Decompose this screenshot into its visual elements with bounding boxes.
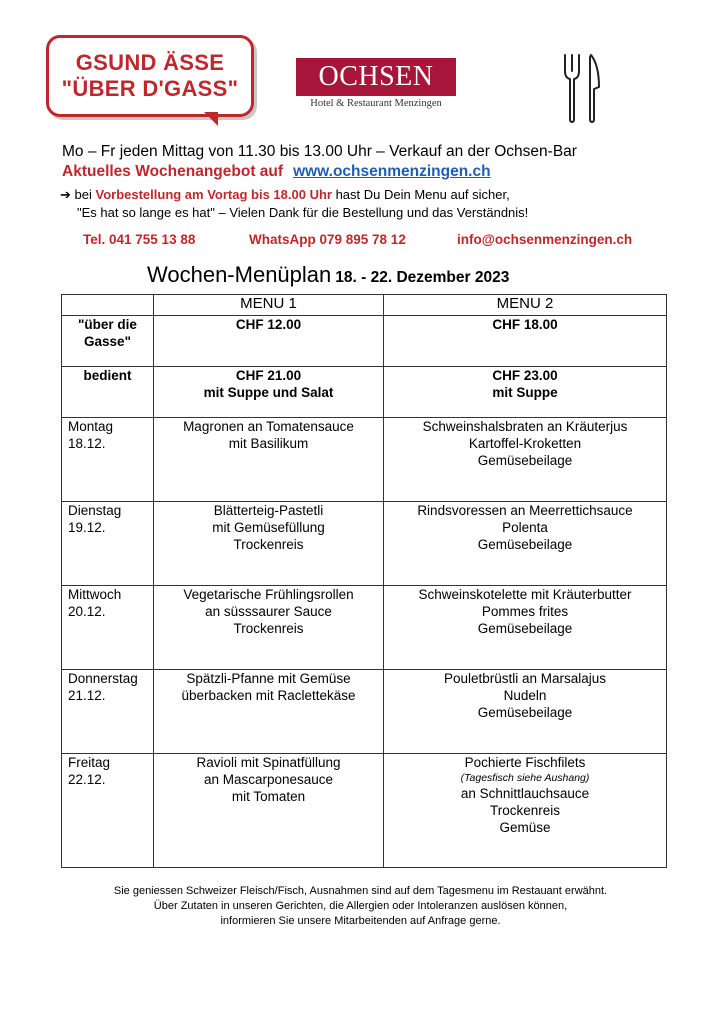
day-label	[62, 586, 154, 670]
price-detail: mit Suppe und Salat	[203, 385, 334, 400]
badge-line-2: "ÜBER D'GASS"	[61, 76, 239, 101]
dish-line: Rindsvoressen an Meerrettichsauce	[417, 503, 633, 518]
title-dates: 18. - 22. Dezember 2023	[335, 269, 510, 286]
day-row-freitag	[62, 754, 667, 868]
weekly-offer-text: Aktuelles Wochenangebot auf	[62, 163, 284, 180]
dish-line: Pommes frites	[481, 604, 569, 619]
fork-knife-icon	[561, 53, 603, 123]
header-empty-cell	[62, 295, 154, 316]
phone-number: Tel. 041 755 13 88	[83, 232, 196, 247]
dish-line: Vegetarische Frühlingsrollen	[183, 587, 354, 602]
website-link[interactable]: www.ochsenmenzingen.ch	[293, 163, 491, 180]
price-label-line: "über die	[78, 317, 137, 332]
menu-1-dish	[154, 670, 384, 754]
day-label	[62, 670, 154, 754]
dish-line: Gemüsebeilage	[477, 705, 573, 720]
footer-line: Über Zutaten in unseren Gerichten, die Allergien oder Intoleranzen auslösen können,	[153, 900, 568, 912]
dish-line: Trockenreis	[489, 803, 561, 818]
page-title	[147, 262, 509, 288]
dish-line: überbacken mit Raclettekäse	[181, 688, 356, 703]
dish-line: an Mascarponesauce	[203, 772, 334, 787]
price-menu-2	[384, 367, 667, 418]
menu-1-dish	[154, 586, 384, 670]
dish-line: mit Basilikum	[228, 436, 309, 451]
dish-line: Spätzli-Pfanne mit Gemüse	[186, 671, 351, 686]
price-row-served	[62, 367, 667, 418]
gsund-aesse-badge	[46, 35, 254, 117]
menu-1-dish	[154, 418, 384, 502]
badge-line-1: GSUND ÄSSE	[75, 50, 225, 75]
dish-line: Pouletbrüstli an Marsalajus	[443, 671, 607, 686]
dish-line: Trockenreis	[233, 537, 304, 552]
day-name: Mittwoch	[68, 587, 122, 602]
price-menu-1: CHF 12.00	[154, 316, 384, 367]
day-row-montag	[62, 418, 667, 502]
dish-line: Polenta	[502, 520, 548, 535]
title-main: Wochen-Menüplan	[147, 262, 332, 287]
dish-line: Nudeln	[503, 688, 547, 703]
dish-line: Ravioli mit Spinatfüllung	[196, 755, 341, 770]
dish-line: Gemüse	[499, 820, 551, 835]
menu-2-dish	[384, 502, 667, 586]
menu-1-dish	[154, 754, 384, 868]
ochsen-logo-subtitle: Hotel & Restaurant Menzingen	[310, 98, 442, 109]
footer-line: informieren Sie unsere Mitarbeitenden auf Anfrage gerne.	[220, 915, 501, 927]
day-date: 20.12.	[68, 604, 106, 619]
whatsapp-number: WhatsApp 079 895 78 12	[249, 232, 406, 247]
dish-line: Schweinshalsbraten an Kräuterjus	[422, 419, 628, 434]
menu-1-dish	[154, 502, 384, 586]
dish-line: Schweinskotelette mit Kräuterbutter	[418, 587, 632, 602]
day-name: Dienstag	[68, 503, 122, 518]
footer-note	[0, 884, 721, 929]
dish-line: Gemüsebeilage	[477, 621, 573, 636]
preorder-post: hast Du Dein Menu auf sicher,	[331, 187, 510, 202]
dish-note: (Tagesfisch siehe Aushang)	[460, 772, 590, 784]
menu-table	[61, 294, 667, 868]
ochsen-logo: OCHSEN	[296, 58, 456, 96]
day-date: 22.12.	[68, 772, 106, 787]
email-address[interactable]: info@ochsenmenzingen.ch	[457, 232, 633, 247]
dish-line: an Schnittlauchsauce	[460, 786, 590, 801]
dish-line: Blätterteig-Pastetli	[213, 503, 324, 518]
price-value: CHF 23.00	[492, 368, 558, 383]
weekly-offer-line	[62, 163, 491, 181]
badge-speech-tail	[204, 112, 218, 126]
price-value: CHF 21.00	[235, 368, 302, 383]
preorder-pre: bei	[70, 187, 96, 202]
day-date: 21.12.	[68, 688, 106, 703]
dish-line: Pochierte Fischfilets	[464, 755, 586, 770]
preorder-deadline: Vorbestellung am Vortag bis 18.00 Uhr	[95, 187, 332, 202]
price-menu-1	[154, 367, 384, 418]
day-label	[62, 418, 154, 502]
day-name: Freitag	[68, 755, 111, 770]
menu-2-dish	[384, 670, 667, 754]
day-label	[62, 502, 154, 586]
day-row-dienstag	[62, 502, 667, 586]
day-date: 18.12.	[68, 436, 106, 451]
thanks-line: "Es hat so lange es hat" – Vielen Dank für die Bestellung und das Verständnis!	[77, 205, 529, 220]
price-menu-2: CHF 18.00	[384, 316, 667, 367]
header-menu-1: MENU 1	[154, 295, 384, 316]
day-row-donnerstag	[62, 670, 667, 754]
price-label	[62, 316, 154, 367]
arrow-right-icon: ➔	[60, 187, 71, 202]
table-header-row	[62, 295, 667, 316]
footer-line: Sie geniessen Schweizer Fleisch/Fisch, Ausnahmen sind auf dem Tagesmenu im Restauant erwähnt.	[113, 885, 608, 897]
dish-line: Kartoffel-Kroketten	[468, 436, 582, 451]
price-detail: mit Suppe	[492, 385, 558, 400]
header-menu-2: MENU 2	[384, 295, 667, 316]
menu-2-dish	[384, 754, 667, 868]
price-label-line: Gasse"	[84, 334, 131, 349]
price-label: bedient	[62, 367, 154, 418]
menu-2-dish	[384, 586, 667, 670]
dish-line: an süsssaurer Sauce	[205, 604, 332, 619]
day-name: Donnerstag	[68, 671, 138, 686]
preorder-line	[60, 187, 510, 203]
opening-hours: Mo – Fr jeden Mittag von 11.30 bis 13.00 Uhr – Verkauf an der Ochsen-Bar	[62, 143, 577, 160]
day-label	[62, 754, 154, 868]
dish-line: Magronen an Tomatensauce	[183, 419, 354, 434]
price-row-street	[62, 316, 667, 367]
dish-line: Gemüsebeilage	[477, 453, 573, 468]
dish-line: mit Gemüsefüllung	[212, 520, 325, 535]
day-row-mittwoch	[62, 586, 667, 670]
menu-2-dish	[384, 418, 667, 502]
day-name: Montag	[68, 419, 114, 434]
dish-line: mit Tomaten	[231, 789, 306, 804]
day-date: 19.12.	[68, 520, 106, 535]
dish-line: Gemüsebeilage	[477, 537, 573, 552]
dish-line: Trockenreis	[233, 621, 304, 636]
